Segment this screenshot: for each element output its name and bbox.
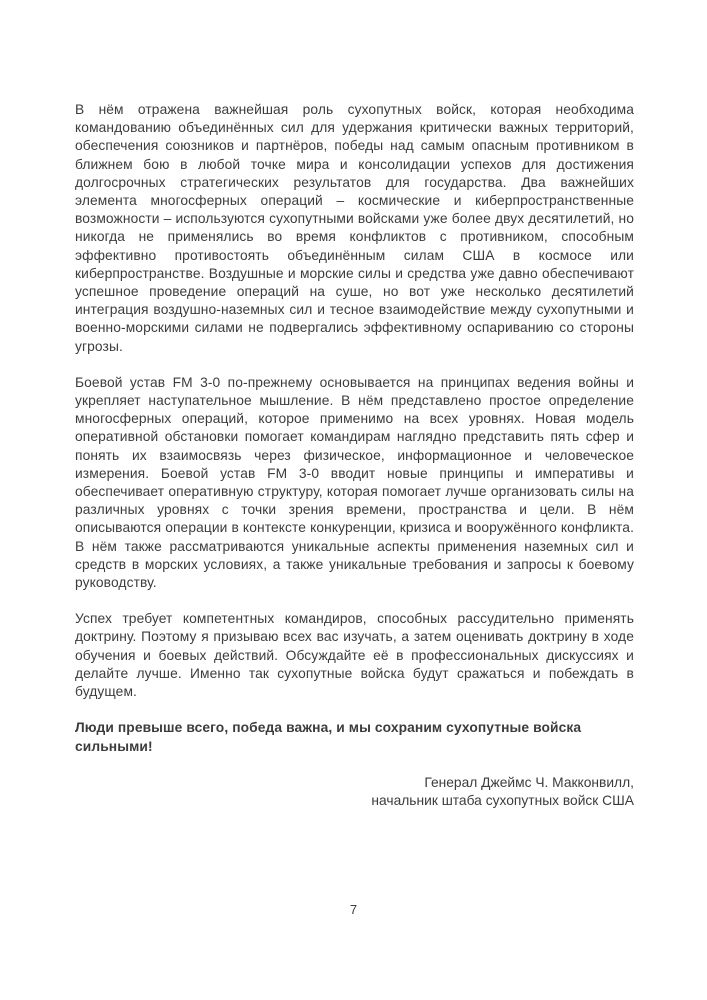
signature-title: начальник штаба сухопутных войск США — [371, 792, 634, 808]
signature-name: Генерал Джеймс Ч. Макконвилл, — [424, 774, 634, 790]
signature-block — [75, 774, 634, 810]
page-number: 7 — [349, 902, 358, 917]
page-body-text — [75, 101, 634, 810]
emphasis-line: Люди превыше всего, победа важна, и мы сохраним сухопутные войска сильными! — [75, 720, 582, 754]
paragraph-1: В нём отражена важнейшая роль сухопутных войск, которая необходима командованию объединённых сил для удержания критически важных территорий, обеспечения союзников и партнёров, победы над самым опасным противником в ближнем бою в любой точке мира и консолидации успехов для достижения долгосрочных стратегических результатов для государства. Два важнейших элемента многосферных операций – космические и киберпространственные возможности – используются сухопутными войсками уже более двух десятилетий, но никогда не применялись во время конфликтов с противником, способным эффективно противостоять объединённым силам США в космосе или киберпространстве. Воздушные и морские силы и средства уже давно обеспечивают успешное проведение операций на суше, но вот уже несколько десятилетий интеграция воздушно-наземных сил и тесное взаимодействие между сухопутными и военно-морскими силами не подвергались эффективному оспариванию со стороны угрозы. — [75, 102, 634, 354]
paragraph-2: Боевой устав FM 3-0 по-прежнему основывается на принципах ведения войны и укрепляет наступательное мышление. В нём представлено простое определение многосферных операций, которое применимо на всех уровнях. Новая модель оперативной обстановки помогает командирам наглядно представить пять сфер и понять их взаимосвязь через физическое, информационное и человеческое измерения. Боевой устав FM 3-0 вводит новые принципы и императивы и обеспечивает оперативную структуру, которая помогает лучше организовать силы на различных уровнях с точки зрения времени, пространства и цели. В нём описываются операции в контексте конкуренции, кризиса и вооружённого конфликта. В нём также рассматриваются уникальные аспекты применения наземных сил и средств в морских условиях, а также уникальные требования и запросы к боевому руководству. — [75, 374, 634, 591]
paragraph-3: Успех требует компетентных командиров, способных рассудительно применять доктрину. Поэтому я призываю всех вас изучать, а затем оценивать доктрину в ходе обучения и боевых действий. Обсуждайте её в профессиональных дискуссиях и делайте лучше. Именно так сухопутные войска будут сражаться и побеждать в будущем. — [75, 611, 634, 700]
